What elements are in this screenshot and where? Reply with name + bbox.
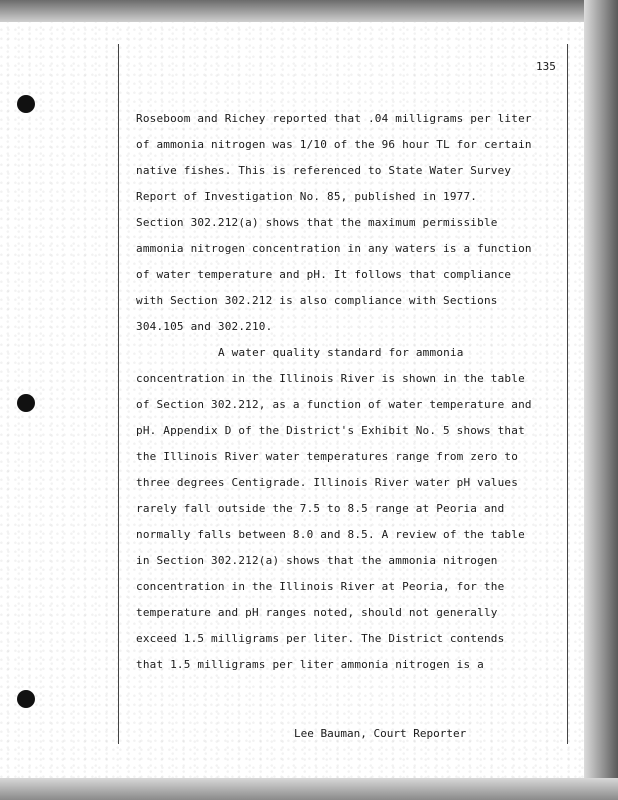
body-line: concentration in the Illinois River at Peoria, for the bbox=[136, 580, 505, 593]
top-scan-shadow bbox=[0, 0, 618, 22]
page-number: 135 bbox=[536, 60, 556, 73]
body-line: of Section 302.212, as a function of water temperature and bbox=[136, 398, 532, 411]
paragraph-start-line: A water quality standard for ammonia bbox=[218, 346, 464, 359]
body-line: of ammonia nitrogen was 1/10 of the 96 hour TL for certain bbox=[136, 138, 532, 151]
binder-hole-bottom bbox=[17, 690, 35, 708]
body-line: Roseboom and Richey reported that .04 milligrams per liter bbox=[136, 112, 532, 125]
body-line: native fishes. This is referenced to State Water Survey bbox=[136, 164, 512, 177]
right-scan-shadow bbox=[584, 0, 618, 800]
binder-hole-top bbox=[17, 95, 35, 113]
body-line: ammonia nitrogen concentration in any waters is a function bbox=[136, 242, 532, 255]
court-reporter-footer: Lee Bauman, Court Reporter bbox=[294, 727, 467, 740]
body-line: temperature and pH ranges noted, should not generally bbox=[136, 606, 498, 619]
body-line: in Section 302.212(a) shows that the ammonia nitrogen bbox=[136, 554, 498, 567]
body-line: Section 302.212(a) shows that the maximum permissible bbox=[136, 216, 498, 229]
body-line: three degrees Centigrade. Illinois River water pH values bbox=[136, 476, 519, 489]
body-line: pH. Appendix D of the District's Exhibit No. 5 shows that bbox=[136, 424, 525, 437]
transcript-body bbox=[136, 106, 571, 678]
body-line: of water temperature and pH. It follows that compliance bbox=[136, 268, 512, 281]
body-line: the Illinois River water temperatures range from zero to bbox=[136, 450, 519, 463]
body-line: with Section 302.212 is also compliance with Sections bbox=[136, 294, 498, 307]
body-line: rarely fall outside the 7.5 to 8.5 range at Peoria and bbox=[136, 502, 505, 515]
body-line: 304.105 and 302.210. bbox=[136, 320, 273, 333]
binder-hole-middle bbox=[17, 394, 35, 412]
body-line: concentration in the Illinois River is shown in the table bbox=[136, 372, 525, 385]
body-line: exceed 1.5 milligrams per liter. The District contends bbox=[136, 632, 505, 645]
left-margin-rule bbox=[118, 44, 119, 744]
body-line: that 1.5 milligrams per liter ammonia nitrogen is a bbox=[136, 658, 484, 671]
body-line: Report of Investigation No. 85, published in 1977. bbox=[136, 190, 478, 203]
bottom-scan-shadow bbox=[0, 778, 618, 800]
body-line: normally falls between 8.0 and 8.5. A review of the table bbox=[136, 528, 525, 541]
